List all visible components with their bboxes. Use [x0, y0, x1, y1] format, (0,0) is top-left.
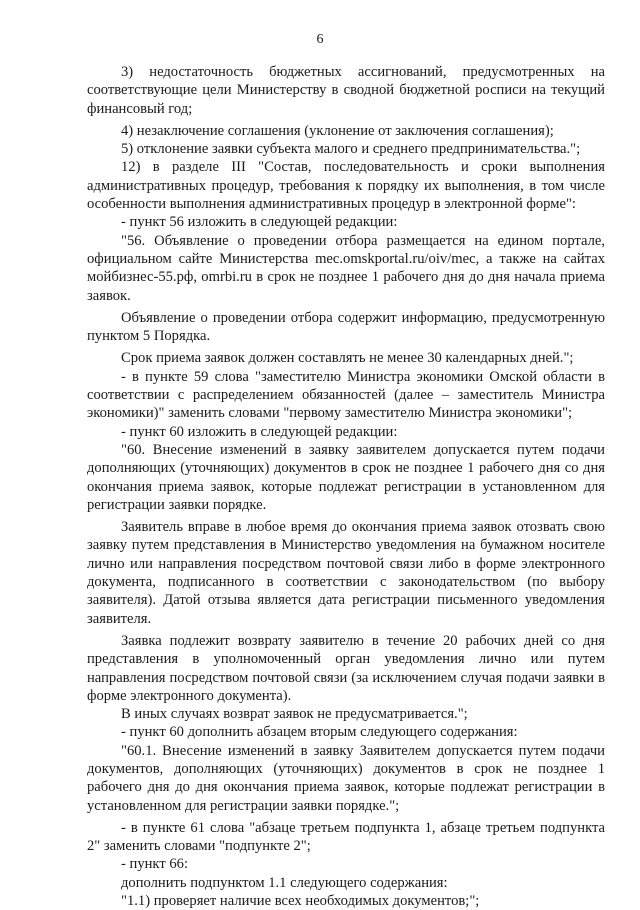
paragraph: "60.1. Внесение изменений в заявку Заявителем допускается путем подачи документов, дополняющих (уточняющих) документов в срок не позднее 1 рабочего дня до дня окончания приема заявок, которые подлежат регистрации в установленном для регистрации заявки порядке."; [87, 742, 605, 814]
paragraph: дополнить подпунктом 1.1 следующего содержания: [121, 874, 448, 891]
paragraph: - пункт 60 изложить в следующей редакции: [121, 423, 398, 440]
paragraph: 5) отклонение заявки субъекта малого и среднего предпринимательства."; [121, 141, 581, 158]
paragraph: 4) незаключение соглашения (уклонение от заключения соглашения); [121, 122, 554, 139]
paragraph: - пункт 56 изложить в следующей редакции: [121, 214, 398, 231]
paragraph: 3) недостаточность бюджетных ассигнований, предусмотренных на соответствующие цели Министерству в сводной бюджетной росписи на текущий финансовый год; [87, 64, 605, 117]
paragraph: - в пункте 59 слова "заместителю Министра экономики Омской области в соответствии с распределением обязанностей (далее – заместитель Министра экономики)" заменить словами "первому заместителю Министра экономики"; [87, 368, 605, 422]
paragraph: "56. Объявление о проведении отбора размещается на едином портале, официальном сайте Министерства mec.omskportal.ru/oiv/mec, а также на сайтах мойбизнес-55.рф, omrbi.ru в срок не позднее 1 рабочего дня до дня начала приема заявок. [87, 232, 605, 304]
paragraph: "1.1) проверяет наличие всех необходимых документов;"; [121, 893, 480, 910]
paragraph: "60. Внесение изменений в заявку заявителем допускается путем подачи дополняющих (уточняющих) документов в срок не позднее 1 рабочего дня со дня окончания приема заявок, которые подлежат регистрации в установленном для регистрации заявки порядке. [87, 441, 605, 513]
paragraph: - пункт 66: [121, 856, 188, 873]
paragraph: - пункт 60 дополнить абзацем вторым следующего содержания: [121, 724, 518, 741]
paragraph: Заявитель вправе в любое время до окончания приема заявок отозвать свою заявку путем представления в Министерство уведомления на бумажном носителе лично или направления посредством почтовой связи либо в форме электронного документа, подписанного в соответствии с законодательством (по выбору заявителя). Датой отзыва является дата регистрации письменного уведомления заявителя. [87, 519, 605, 627]
paragraph: В иных случаях возврат заявок не предусматривается."; [121, 706, 468, 723]
page-number: 6 [316, 32, 324, 47]
paragraph: 12) в разделе III "Состав, последовательность и сроки выполнения административных процедур, требования к порядку их выполнения, в том числе особенности выполнения административных процедур в электронной форме": [87, 159, 605, 213]
paragraph: - в пункте 61 слова "абзаце третьем подпункта 1, абзаце третьем подпункта 2" заменить словами "подпункте 2"; [87, 819, 605, 855]
paragraph: Объявление о проведении отбора содержит информацию, предусмотренную пунктом 5 Порядка. [87, 309, 605, 345]
paragraph: Заявка подлежит возврату заявителю в течение 20 рабочих дней со дня представления в уполномоченный орган уведомления лично или путем направления посредством почтовой связи (за исключением случая подачи заявки в форме электронного документа). [87, 632, 605, 704]
paragraph: Срок приема заявок должен составлять не менее 30 календарных дней."; [121, 350, 574, 367]
document-body [87, 63, 605, 910]
